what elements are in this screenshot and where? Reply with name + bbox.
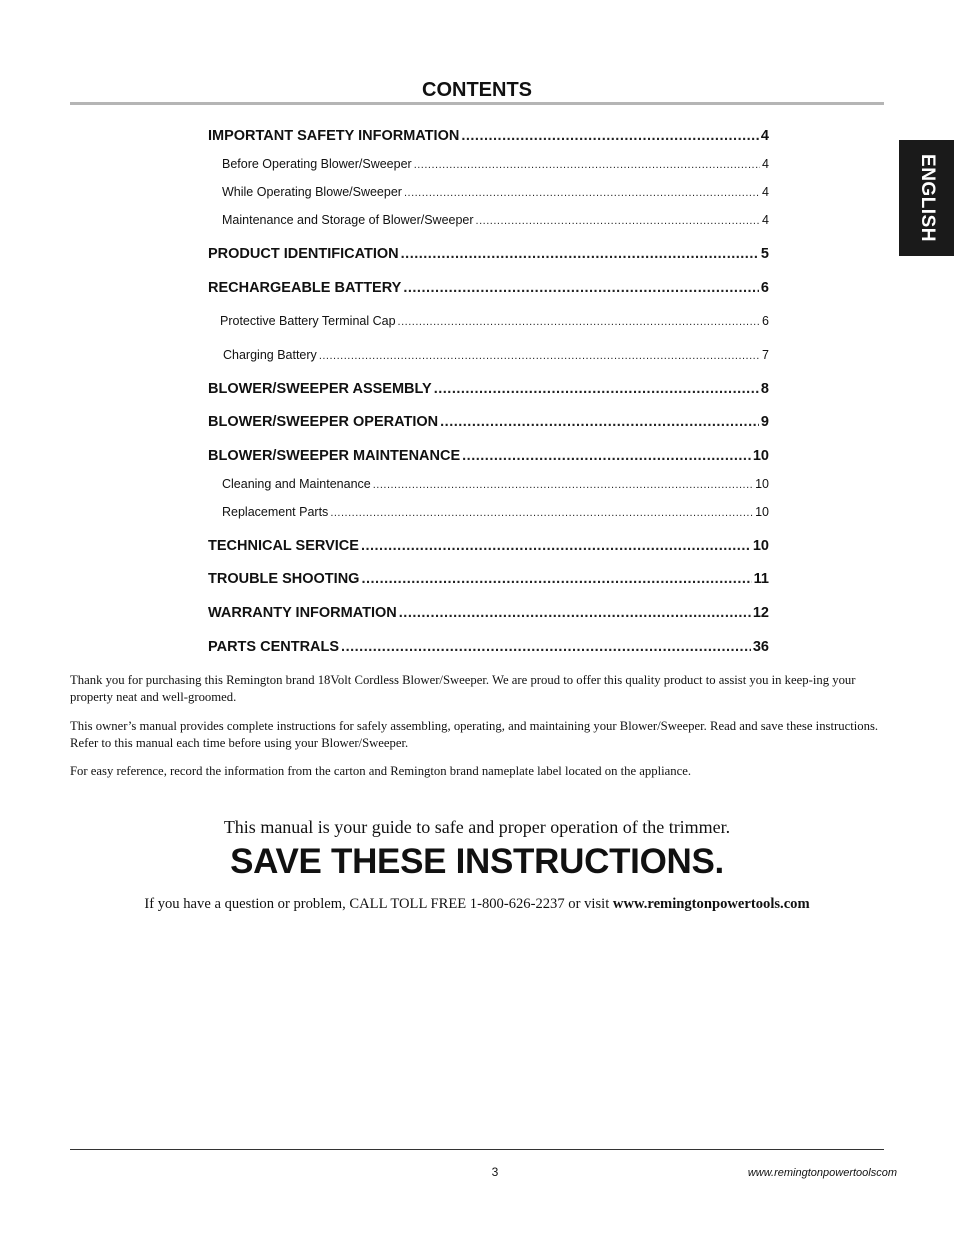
toc-page: 10 — [755, 505, 769, 519]
toc-entry[interactable] — [222, 154, 769, 174]
intro-paragraph: Thank you for purchasing this Remington brand 18Volt Cordless Blower/Sweeper. We are proud to offer this quality product to assist you in keep-ing your property neat and well-groomed. — [70, 673, 856, 704]
toc-leader — [319, 346, 760, 366]
toc-title: BLOWER/SWEEPER OPERATION — [208, 414, 439, 430]
toc-page: 5 — [760, 246, 769, 262]
contact-url-link[interactable]: www.remingtonpowertools.com — [612, 896, 810, 912]
toc-title: PRODUCT IDENTIFICATION — [208, 246, 399, 262]
toc-entry[interactable] — [208, 603, 769, 623]
toc-entry[interactable] — [208, 278, 769, 298]
toc-leader — [462, 446, 751, 466]
guide-statement: This manual is your guide to safe and proper operation of the trimmer. — [223, 817, 731, 837]
toc-leader — [341, 637, 751, 657]
toc-entry[interactable] — [208, 569, 769, 589]
toc-entry[interactable] — [222, 210, 769, 230]
toc-title: PARTS CENTRALS — [208, 639, 340, 655]
toc-title: RECHARGEABLE BATTERY — [208, 280, 402, 296]
toc-page: 4 — [762, 157, 769, 171]
toc-entry[interactable] — [208, 536, 769, 556]
top-divider — [70, 102, 884, 105]
toc-page: 10 — [755, 477, 769, 491]
bottom-divider — [70, 1149, 884, 1150]
toc-entry[interactable] — [220, 311, 769, 331]
toc-page: 6 — [762, 314, 769, 328]
toc-entry[interactable] — [208, 446, 769, 466]
contact-line — [70, 895, 884, 914]
toc-leader — [399, 603, 751, 623]
page-number: 3 — [491, 1165, 499, 1179]
toc-page: 10 — [752, 448, 769, 464]
toc-title: TECHNICAL SERVICE — [208, 538, 359, 554]
toc-page: 36 — [752, 639, 769, 655]
toc-page: 4 — [760, 128, 769, 144]
toc-leader — [330, 503, 753, 523]
toc-entry[interactable] — [208, 379, 769, 399]
toc-title: Before Operating Blower/Sweeper — [222, 157, 412, 171]
toc-leader — [401, 244, 759, 264]
language-tab-label: ENGLISH — [916, 154, 938, 242]
toc-page: 11 — [753, 571, 769, 587]
toc-title: BLOWER/SWEEPER ASSEMBLY — [208, 381, 432, 397]
toc-page: 4 — [762, 213, 769, 227]
toc-page: 10 — [752, 538, 769, 554]
toc-entry[interactable] — [223, 345, 769, 365]
toc-title: WARRANTY INFORMATION — [208, 605, 397, 621]
toc-title: Maintenance and Storage of Blower/Sweeper — [222, 213, 474, 227]
toc-page: 9 — [760, 414, 769, 430]
toc-title: TROUBLE SHOOTING — [208, 571, 360, 587]
toc-entry[interactable] — [208, 126, 769, 146]
toc-entry[interactable] — [208, 412, 769, 432]
toc-leader — [414, 155, 760, 175]
toc-entry[interactable] — [222, 502, 769, 522]
toc-title: Cleaning and Maintenance — [222, 477, 371, 491]
intro-paragraph: For easy reference, record the information from the carton and Remington brand nameplate label located on the appliance. — [70, 764, 692, 778]
toc-leader — [361, 536, 751, 556]
toc-leader — [440, 412, 759, 432]
toc-page: 7 — [762, 348, 769, 362]
toc-page: 8 — [760, 381, 769, 397]
toc-title: Protective Battery Terminal Cap — [220, 314, 396, 328]
toc-title: Charging Battery — [223, 348, 317, 362]
contact-text: If you have a question or problem, CALL TOLL FREE 1-800-626-2237 or visit — [144, 896, 613, 912]
toc-title: BLOWER/SWEEPER MAINTENANCE — [208, 448, 461, 464]
toc-leader — [476, 211, 761, 231]
toc-title: Replacement Parts — [222, 505, 329, 519]
toc-title: While Operating Blowe/Sweeper — [222, 185, 402, 199]
toc-title: IMPORTANT SAFETY INFORMATION — [208, 128, 460, 144]
contents-heading: CONTENTS — [422, 79, 532, 101]
toc-leader — [404, 183, 760, 203]
intro-paragraph: This owner’s manual provides complete instructions for safely assembling, operating, and maintaining your Blower/Sweeper. Read and save these instructions. Refer to this manual each time before using your Blower/Sweeper. — [70, 719, 879, 750]
toc-leader — [461, 126, 759, 146]
toc-entry[interactable] — [208, 244, 769, 264]
toc-page: 4 — [762, 185, 769, 199]
toc-leader — [403, 278, 759, 298]
language-tab — [899, 140, 954, 256]
toc-entry[interactable] — [208, 637, 769, 657]
toc-leader — [373, 475, 753, 495]
toc-leader — [434, 379, 759, 399]
toc-entry[interactable] — [222, 474, 769, 494]
footer-url[interactable]: www.remingtonpowertoolscom — [747, 1167, 897, 1179]
toc-page: 12 — [752, 605, 769, 621]
save-instructions-heading: SAVE THESE INSTRUCTIONS. — [230, 842, 724, 881]
toc-leader — [398, 312, 761, 332]
toc-entry[interactable] — [222, 182, 769, 202]
toc-page: 6 — [760, 280, 769, 296]
toc-leader — [361, 569, 751, 589]
